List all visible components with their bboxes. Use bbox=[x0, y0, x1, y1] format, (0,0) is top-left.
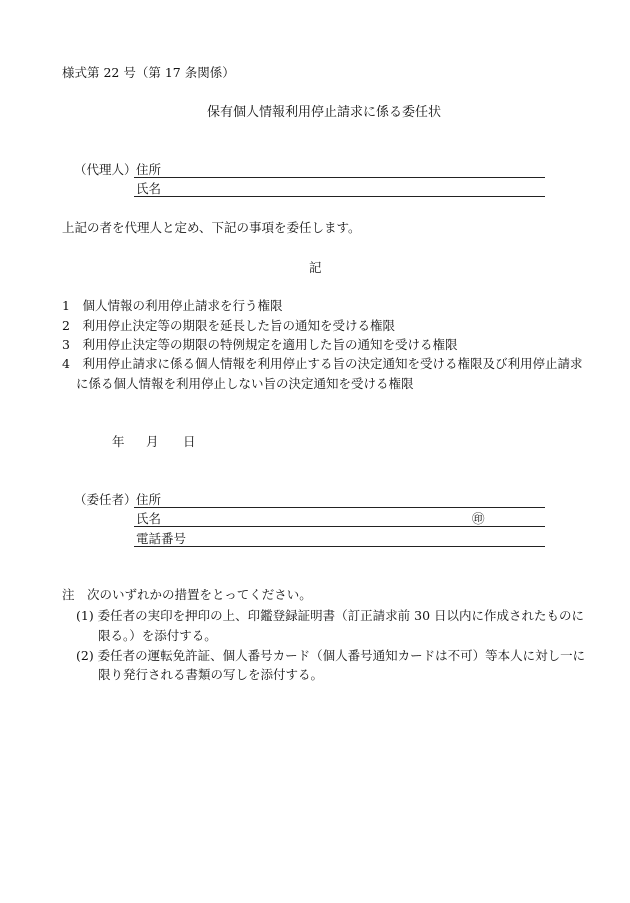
item-1: 1 個人情報の利用停止請求を行う権限 bbox=[62, 298, 283, 313]
ki-heading: 記 bbox=[309, 260, 322, 275]
agent-address-line[interactable] bbox=[134, 177, 545, 178]
agent-address-label: 住所 bbox=[136, 162, 162, 177]
note-2-continued: 限り発行される書類の写しを添付する。 bbox=[98, 667, 324, 682]
date-day: 日 bbox=[183, 434, 196, 449]
principal-phone-label: 電話番号 bbox=[136, 531, 187, 546]
notes-heading: 注 次のいずれかの措置をとってください。 bbox=[62, 587, 312, 602]
document-title: 保有個人情報利用停止請求に係る委任状 bbox=[207, 105, 442, 120]
form-number: 様式第 22 号（第 17 条関係） bbox=[62, 65, 235, 80]
principal-name-label: 氏名 bbox=[136, 511, 162, 526]
note-2: (2) 委任者の運転免許証、個人番号カード（個人番号通知カードは不可）等本人に対し一に bbox=[76, 648, 586, 663]
item-3: 3 利用停止決定等の期限の特例規定を適用した旨の通知を受ける権限 bbox=[62, 337, 458, 352]
date-year: 年 bbox=[112, 434, 125, 449]
agent-name-line[interactable] bbox=[134, 196, 545, 197]
item-4: 4 利用停止請求に係る個人情報を利用停止する旨の決定通知を受ける権限及び利用停止請求 bbox=[62, 356, 583, 371]
note-1-continued: 限る。）を添付する。 bbox=[98, 628, 217, 643]
date-month: 月 bbox=[146, 434, 159, 449]
principal-phone-line[interactable] bbox=[134, 546, 545, 547]
note-1: (1) 委任者の実印を押印の上、印鑑登録証明書（訂正請求前 30 日以内に作成されたものに bbox=[76, 608, 585, 623]
principal-label: （委任者） bbox=[74, 492, 137, 507]
principal-name-line[interactable] bbox=[134, 526, 545, 527]
delegation-statement: 上記の者を代理人と定め、下記の事項を委任します。 bbox=[62, 220, 361, 235]
item-2: 2 利用停止決定等の期限を延長した旨の通知を受ける権限 bbox=[62, 318, 395, 333]
seal-mark: ㊞ bbox=[472, 511, 485, 526]
item-4-continued: に係る個人情報を利用停止しない旨の決定通知を受ける権限 bbox=[76, 376, 414, 391]
agent-label: （代理人） bbox=[74, 162, 137, 177]
principal-address-label: 住所 bbox=[136, 492, 162, 507]
agent-name-label: 氏名 bbox=[136, 181, 162, 196]
principal-address-line[interactable] bbox=[134, 507, 545, 508]
